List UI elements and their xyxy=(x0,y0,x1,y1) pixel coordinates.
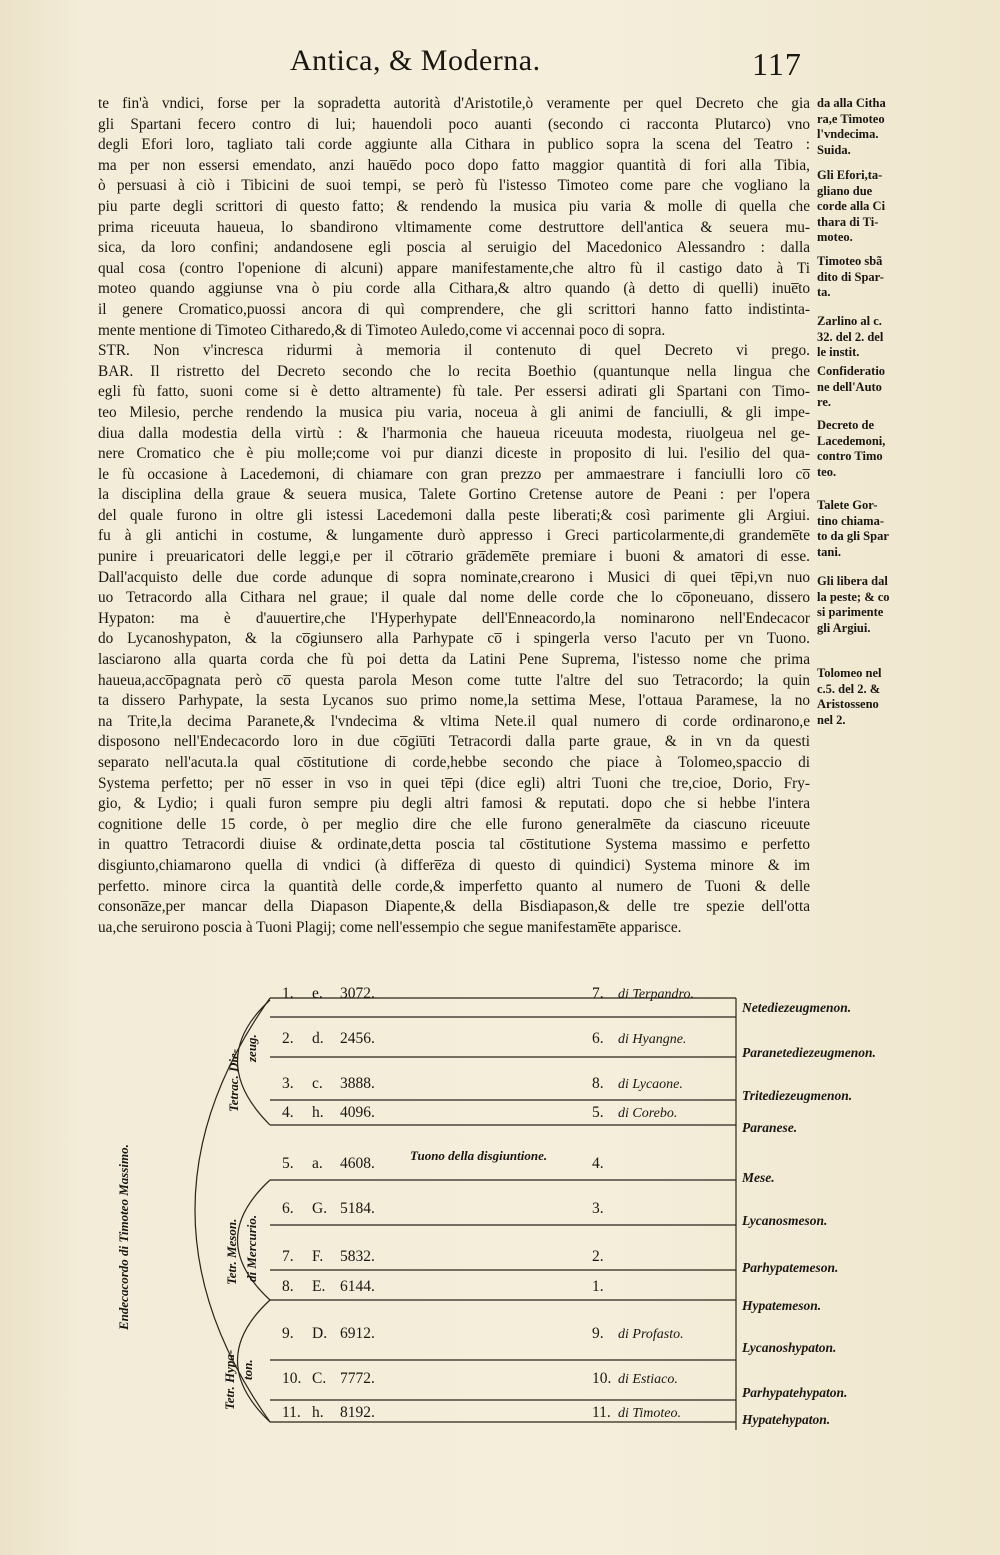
string-inventor: di Terpandro. xyxy=(618,987,694,1002)
body-line: gli Spartani fecero contro di lui; hauendoli poco auanti (secondo ci racconta Plutarco) vno xyxy=(98,115,810,133)
body-line: do Lycanoshypaton, & la co̅giunsero alla Parhypate co̅ i spingerla verso l'acuto per vn Tuono. xyxy=(98,630,810,648)
margin-note xyxy=(817,498,917,560)
margin-note xyxy=(817,364,917,411)
string-name: Parhypatehypaton. xyxy=(742,1385,848,1400)
margin-note-line: gliano due xyxy=(817,183,873,198)
margin-note-line: teo. xyxy=(817,464,837,479)
body-line: punire i preuaricatori delle leggi,e per il co̅trario gra̅deme̅te premiare i buoni & amatori di esse. xyxy=(98,548,810,566)
body-line: disposono nell'Endecacordo loro in due co̅giu̅ti Tetracordi dalla parte graue, & in vn da questi xyxy=(98,733,810,751)
margin-note-line: thara di Ti- xyxy=(817,214,879,229)
string-number: 1. xyxy=(282,985,294,1002)
original-string-number: 3. xyxy=(592,1200,604,1217)
body-line: gio, & Lydio; i quali furon sempre piu degli altri famosi & reputati. dopo che si hebbe l'intera xyxy=(98,795,810,813)
margin-note-line: re. xyxy=(817,395,831,409)
body-line: mente mentione di Timoteo Citharedo,& di Timoteo Auledo,come vi accennai poco di sopra. xyxy=(98,321,666,339)
running-header: Antica, & Moderna. xyxy=(290,44,541,77)
original-string-number: 2. xyxy=(592,1248,604,1265)
original-string-number: 9. xyxy=(592,1325,604,1342)
body-line: il genere Cromatico,puossi ancora di quì comprendere, che gli scrittori hanno fatto indistinta- xyxy=(98,300,810,318)
margin-note-line: ne dell'Auto xyxy=(817,379,882,394)
margin-note xyxy=(817,96,917,158)
original-string-number: 11. xyxy=(592,1404,611,1421)
margin-note-line: Talete Gor- xyxy=(817,498,878,512)
body-line: ua,che seruirono poscia à Tuoni Plagij; come nell'essempio che segue manifestame̅te apparisce. xyxy=(98,918,682,936)
margin-note xyxy=(817,254,917,301)
string-note: E. xyxy=(312,1278,326,1295)
body-text xyxy=(98,94,810,938)
margin-note-line: Gli libera dal xyxy=(817,574,888,588)
string-number: 10. xyxy=(282,1370,302,1387)
string-ratio: 6912. xyxy=(340,1325,375,1342)
string-ratio: 2456. xyxy=(340,1030,375,1047)
body-line: separato nell'acuta.la qual co̅stitutione di corde,hebbe secondo che piace à Tolomeo,spaccio di xyxy=(98,754,810,771)
body-line: del quale furono in oltre gli istessi Lacedemoni dalla peste liberati;& così parimente gli Argiui. xyxy=(98,506,810,524)
margin-note-line: da alla Citha xyxy=(817,96,886,110)
body-line: egli fù fatto, suoni come si è detto altramente) fù tale. Per essersi adirati gli Spartani con Timo- xyxy=(98,383,810,401)
original-string-number: 5. xyxy=(592,1104,604,1121)
string-name: Netediezeugmenon. xyxy=(742,1000,852,1015)
string-number: 9. xyxy=(282,1325,294,1342)
margin-note-line: 32. del 2. del xyxy=(817,329,884,344)
body-line: ma per non essersi emendato, anzi haue̅do poco dopo fatto maggior quantità di fori alla Tibia, xyxy=(98,156,810,174)
disjunction-label: Tuono della disgiuntione. xyxy=(410,1148,548,1163)
margin-note-line: Decreto de xyxy=(817,418,875,432)
string-number: 4. xyxy=(282,1104,294,1121)
body-line: fu à gli antichi in costume, & lungamente durò appresso i Greci particolarmente,di grandeme̅te xyxy=(98,527,810,545)
margin-note xyxy=(817,168,917,246)
original-string-number: 7. xyxy=(592,985,604,1002)
margin-note-line: Timoteo sbã xyxy=(817,254,883,268)
body-line: moteo quando aggiunse vna ò piu corde alla Cithara,& altro quando (à detto di quelli) inue̅to xyxy=(98,280,810,298)
body-line: in quattro Tetracordi diuise & ordinate,detta poscia tal co̅stitutione Systema massimo e perfetto xyxy=(98,836,810,854)
margin-note-line: gli Argiui. xyxy=(817,620,871,635)
margin-note-line: le instit. xyxy=(817,345,860,359)
margin-note-line: l'vndecima. xyxy=(817,127,879,141)
string-ratio: 8192. xyxy=(340,1404,375,1421)
body-line: prima riceuuta haueua, lo sbandirono vltimamente come destruttore dell'antica & seuera mu- xyxy=(98,218,810,236)
margin-note-line: corde alla Ci xyxy=(817,199,886,213)
margin-note xyxy=(817,574,917,636)
body-line: le fù occasione à Lacedemoni, di chiamare con gran prezzo per ammaestrare i fanciulli loro co̅ xyxy=(98,465,810,483)
margin-note-line: c.5. del 2. & xyxy=(817,681,881,696)
string-ratio: 6144. xyxy=(340,1278,375,1295)
original-string-number: 10. xyxy=(592,1370,612,1387)
body-line: cognitione delle 15 corde, ò per meglio dire che elle furono generalme̅te da ciascuno riceuute xyxy=(98,815,810,833)
body-line: la disciplina della graue & seuera musica, Talete Gortino Cretense autore de Peani : per l'opera xyxy=(98,486,810,504)
margin-note xyxy=(817,666,917,728)
string-name: Parhypatemeson. xyxy=(742,1260,839,1275)
margin-note-line: tani. xyxy=(817,544,841,559)
margin-note-line: contro Timo xyxy=(817,449,883,463)
string-note: C. xyxy=(312,1370,327,1387)
string-name: Tritediezeugmenon. xyxy=(742,1088,853,1103)
margin-note-line: moteo. xyxy=(817,230,853,244)
margin-note-line: dito di Spar- xyxy=(817,269,884,284)
string-ratio: 7772. xyxy=(340,1370,375,1387)
body-line: qual cosa (contro l'openione di alcuni) appare manifestamente,che altro fù il castigo dato à Ti xyxy=(98,259,810,277)
body-line: haueua,acco̅pagnata però co̅ questa parola Meson come tutte l'altre del suo Tetracordo; la quin xyxy=(98,671,810,689)
margin-note-line: Gli Efori,ta- xyxy=(817,168,883,182)
body-line: lasciarono alla quarta corda che fù poi detta da Latini Pene Suprema, l'istesso nome che prima xyxy=(98,651,810,669)
string-ratio: 5184. xyxy=(340,1200,375,1217)
string-inventor: di Estiaco. xyxy=(618,1372,678,1387)
body-line: nere Cromatico che è piu molle;come voi pur dianzi diceste in proposito di lui. l'esilio del qua- xyxy=(98,445,810,463)
string-name: Paranese. xyxy=(742,1120,798,1135)
string-note: D. xyxy=(312,1325,328,1342)
margin-note-line: Confideratio xyxy=(817,364,886,378)
margin-note xyxy=(817,418,917,480)
label-tetrachord-diezeugmenon: Tetrac. Die- xyxy=(226,1048,241,1112)
string-number: 5. xyxy=(282,1155,294,1172)
original-string-number: 6. xyxy=(592,1030,604,1047)
label-tetrachord-hypaton: Tetr. Hypa- xyxy=(222,1349,237,1410)
body-line: te fin'à vndici, forse per la sopradetta autorità d'Aristotile,ò veramente per quel Decreto che gia xyxy=(98,95,810,112)
body-line: sica, da loro confini; andandosene egli poscia al seruigio del Macedonico Alessandro : dalla xyxy=(98,239,810,257)
string-inventor: di Timoteo. xyxy=(618,1406,682,1421)
margin-note xyxy=(817,314,917,361)
body-line: BAR. Il ristretto del Decreto secondo che lo recita Boethio (quantunque nella lingua che xyxy=(98,362,810,380)
margin-note-line: Lacedemoni, xyxy=(817,433,886,448)
string-name: Lycanoshypaton. xyxy=(742,1340,837,1355)
string-note: F. xyxy=(312,1248,324,1265)
string-name: Hypatemeson. xyxy=(742,1298,822,1313)
body-line: na Trite,la decima Paranete,& l'vndecima & vltima Nete.il qual numero di corde ordinarono,e xyxy=(98,712,810,730)
body-line: Systema perfetto; per no̅ esser in vso in quei te̅pi (dice egli) altri Tuoni che tre,cioe, Dorio, Fry- xyxy=(98,774,810,792)
string-number: 7. xyxy=(282,1248,294,1265)
body-line: Hypaton: ma è d'auuertire,che l'Hyperhypate dell'Enneacordo,la nominarono nell'Endecacor xyxy=(98,609,810,627)
margin-note-line: to da gli Spar xyxy=(817,529,889,543)
string-number: 6. xyxy=(282,1200,294,1217)
body-line: STR. Non v'incresca ridurmi à memoria il contenuto di quel Decreto vi prego. xyxy=(98,342,810,360)
string-ratio: 5832. xyxy=(340,1248,375,1265)
body-line: degli Efori loro, tagliato tali corde aggiunte alla Cithara in publico sopra la scena del Teatro : xyxy=(98,136,810,154)
label-tetrachord-diezeugmenon-2: zeug. xyxy=(244,1034,259,1062)
body-line: uo Tetracordo alla Cithara nel graue; il quale dal nome delle corde che lo co̅poneuano, dissero xyxy=(98,589,810,607)
string-inventor: di Hyangne. xyxy=(618,1032,687,1047)
margin-note-line: ra,e Timoteo xyxy=(817,111,885,126)
body-line: perfetto. minore circa la quantità delle corde,& imperfetto quanto al numero de Tuoni & delle xyxy=(98,877,810,895)
string-number: 2. xyxy=(282,1030,294,1047)
arc-diezeugmenon xyxy=(238,1000,271,1125)
string-ratio: 3888. xyxy=(340,1075,375,1092)
body-line: disgiunto,chiamarono quella di vndici (à differe̅za di questo di quindici) Systema minore & im xyxy=(98,856,810,874)
string-note: c. xyxy=(312,1075,323,1092)
string-ratio: 4096. xyxy=(340,1104,375,1121)
body-line: piu parte degli scrittori di questo fatto; & rendendo la musica piu varia & molle di quella che xyxy=(98,197,810,215)
string-name: Mese. xyxy=(742,1170,775,1185)
margin-note-line: Suida. xyxy=(817,142,851,157)
margin-note-line: tino chiama- xyxy=(817,513,885,528)
string-note: h. xyxy=(312,1104,324,1121)
margin-note-line: la peste; & co xyxy=(817,589,890,604)
margin-note-line: nel 2. xyxy=(817,712,846,727)
string-ratio: 3072. xyxy=(340,985,375,1002)
label-system: Endecacordo di Timoteo Massimo. xyxy=(116,1144,131,1330)
body-line: consona̅ze,per mancar della Diapason Diapente,& della Bisdiapason,& delle tre spezie dell'otta xyxy=(98,898,810,916)
string-inventor: di Lycaone. xyxy=(618,1077,683,1092)
string-name: Hypatehypaton. xyxy=(742,1412,831,1427)
page-number: 117 xyxy=(752,46,802,82)
body-line: teo Milesio, perche rendendo la musica piu varia, noceua à gli animi de fanciulli, & gli impe- xyxy=(98,403,810,421)
margin-note-line: Aristosseno xyxy=(817,697,879,711)
string-note: G. xyxy=(312,1200,328,1217)
string-note: e. xyxy=(312,985,323,1002)
string-number: 3. xyxy=(282,1075,294,1092)
label-tetrachord-meson-2: di Mercurio. xyxy=(244,1214,259,1282)
string-name: Paranetediezeugmenon. xyxy=(742,1045,876,1060)
string-inventor: di Corebo. xyxy=(618,1106,678,1121)
string-note: d. xyxy=(312,1030,324,1047)
label-tetrachord-meson: Tetr. Meson. xyxy=(224,1218,239,1285)
original-string-number: 8. xyxy=(592,1075,604,1092)
body-line: ò persuasi à ciò i Tibicini de suoi tempi, se però fù l'istesso Timoteo come pare che vogliano la xyxy=(98,177,810,195)
label-tetrachord-hypaton-2: ton. xyxy=(240,1359,255,1380)
body-line: Dall'acquisto delle due corde adunque di sopra nominate,crearono i Musici di quei te̅pi,vn nuo xyxy=(98,568,810,586)
body-line: ta dissero Parhypate, la sesta Lycanos suo primo nome,la settima Mese, l'ottaua Paramese, la no xyxy=(98,692,810,710)
margin-note-line: Tolomeo nel xyxy=(817,666,882,680)
string-number: 11. xyxy=(282,1404,301,1421)
string-ratio: 4608. xyxy=(340,1155,375,1172)
string-note: h. xyxy=(312,1404,324,1421)
margin-note-line: Zarlino al c. xyxy=(817,314,882,328)
body-line: diua dalla modestia della virtù : & l'harmonia che haueua riceuuta modesta, riuolgeua nel ge- xyxy=(98,424,810,442)
original-string-number: 4. xyxy=(592,1155,604,1172)
string-note: a. xyxy=(312,1155,323,1172)
string-number: 8. xyxy=(282,1278,294,1295)
string-name: Lycanosmeson. xyxy=(742,1213,828,1228)
string-inventor: di Profasto. xyxy=(618,1327,684,1342)
original-string-number: 1. xyxy=(592,1278,604,1295)
margin-note-line: ta. xyxy=(817,285,831,299)
margin-note-line: si parimente xyxy=(817,605,884,619)
